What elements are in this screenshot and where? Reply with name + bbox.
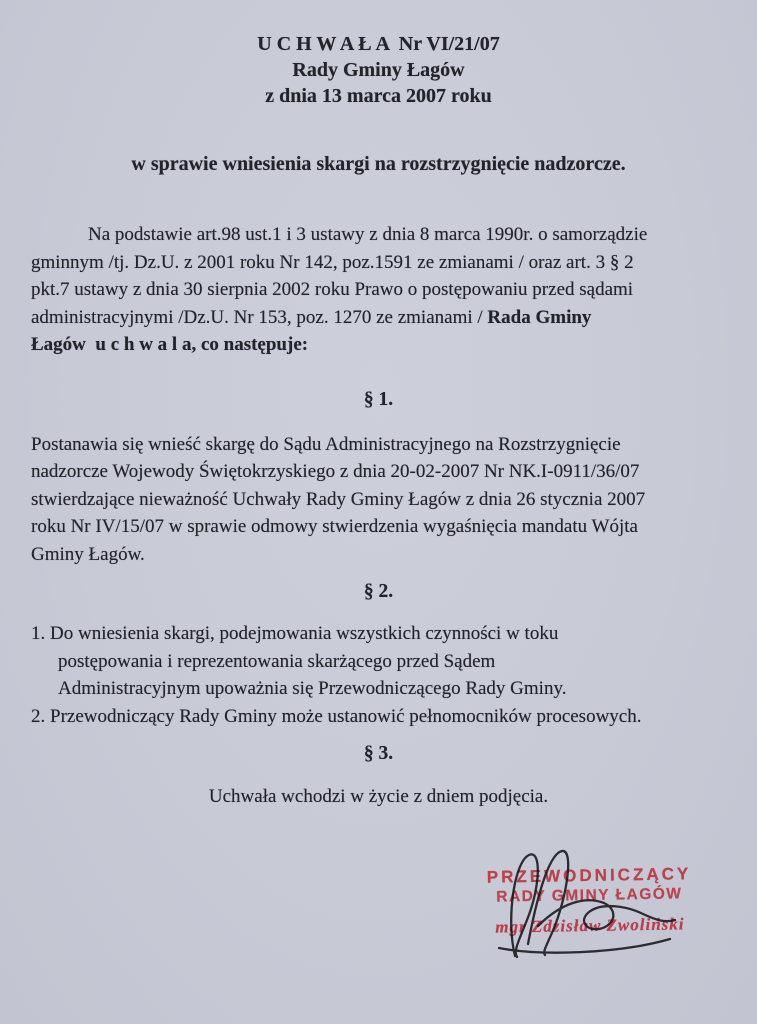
document-header bbox=[0, 0, 757, 109]
council-name: Rady Gminy Łagów bbox=[292, 59, 465, 81]
list-item-2: 2. Przewodniczący Rady Gminy może ustanowić pełnomocników procesowych. bbox=[31, 705, 642, 727]
preamble-line: pkt.7 ustawy z dnia 30 sierpnia 2002 roku Prawo o postępowaniu przed sądami bbox=[31, 279, 634, 300]
resolution-number: U C H W A Ł A Nr VI/21/07 bbox=[257, 33, 500, 55]
chairman-stamp bbox=[461, 864, 717, 938]
stamp-name: mgr Zdzisław Zwoliński bbox=[495, 914, 685, 937]
list-item-1-line: Administracyjnym upoważnia się Przewodniczącego Rady Gminy. bbox=[58, 678, 567, 699]
section-1-line: Gminy Łagów. bbox=[31, 543, 145, 565]
section-1-line: Postanawia się wnieść skargę do Sądu Administracyjnego na Rozstrzygnięcie bbox=[31, 433, 621, 455]
preamble-line: gminnym /tj. Dz.U. z 2001 roku Nr 142, poz.1591 ze zmianami / oraz art. 3 § 2 bbox=[31, 251, 634, 273]
section-1-line: nadzorcze Wojewody Świętokrzyskiego z dnia 20-02-2007 Nr NK.I-0911/36/07 bbox=[31, 461, 640, 482]
section-1-line: stwierdzające nieważność Uchwały Rady Gminy Łagów z dnia 26 stycznia 2007 bbox=[31, 488, 646, 510]
section-1-heading: § 1. bbox=[363, 388, 394, 410]
section-1-body bbox=[0, 431, 757, 569]
preamble bbox=[0, 221, 757, 359]
preamble-line: Na podstawie art.98 ust.1 i 3 ustawy z dnia 8 marca 1990r. o samorządzie bbox=[88, 224, 648, 245]
preamble-enacting-line: Łagów u c h w a l a, co następuje: bbox=[31, 334, 309, 355]
resolution-date: z dnia 13 marca 2007 roku bbox=[265, 85, 492, 107]
section-2-list bbox=[0, 620, 757, 730]
section-3-heading: § 3. bbox=[363, 743, 394, 764]
section-1-line: roku Nr IV/15/07 w sprawie odmowy stwierdzenia wygaśnięcia mandatu Wójta bbox=[31, 516, 638, 537]
preamble-line-normal-part: administracyjnymi /Dz.U. Nr 153, poz. 1270 ze zmianami / bbox=[31, 306, 488, 328]
list-item-1-line: 1. Do wniesienia skargi, podejmowania wszystkich czynności w toku bbox=[31, 623, 559, 644]
closing-line: Uchwała wchodzi w życie z dniem podjęcia. bbox=[208, 786, 549, 807]
stamp-title: PRZEWODNICZĄCY bbox=[486, 864, 692, 887]
preamble-line bbox=[31, 304, 703, 332]
list-item-1-line: postępowania i reprezentowania skarżącego przed Sądem bbox=[58, 650, 496, 672]
preamble-line-bold-part: Rada Gminy bbox=[487, 306, 592, 328]
subject-line: w sprawie wniesienia skargi na rozstrzygnięcie nadzorcze. bbox=[131, 153, 626, 175]
section-2-heading: § 2. bbox=[363, 581, 394, 602]
stamp-org: RADY GMINY ŁAGÓW bbox=[496, 885, 683, 906]
